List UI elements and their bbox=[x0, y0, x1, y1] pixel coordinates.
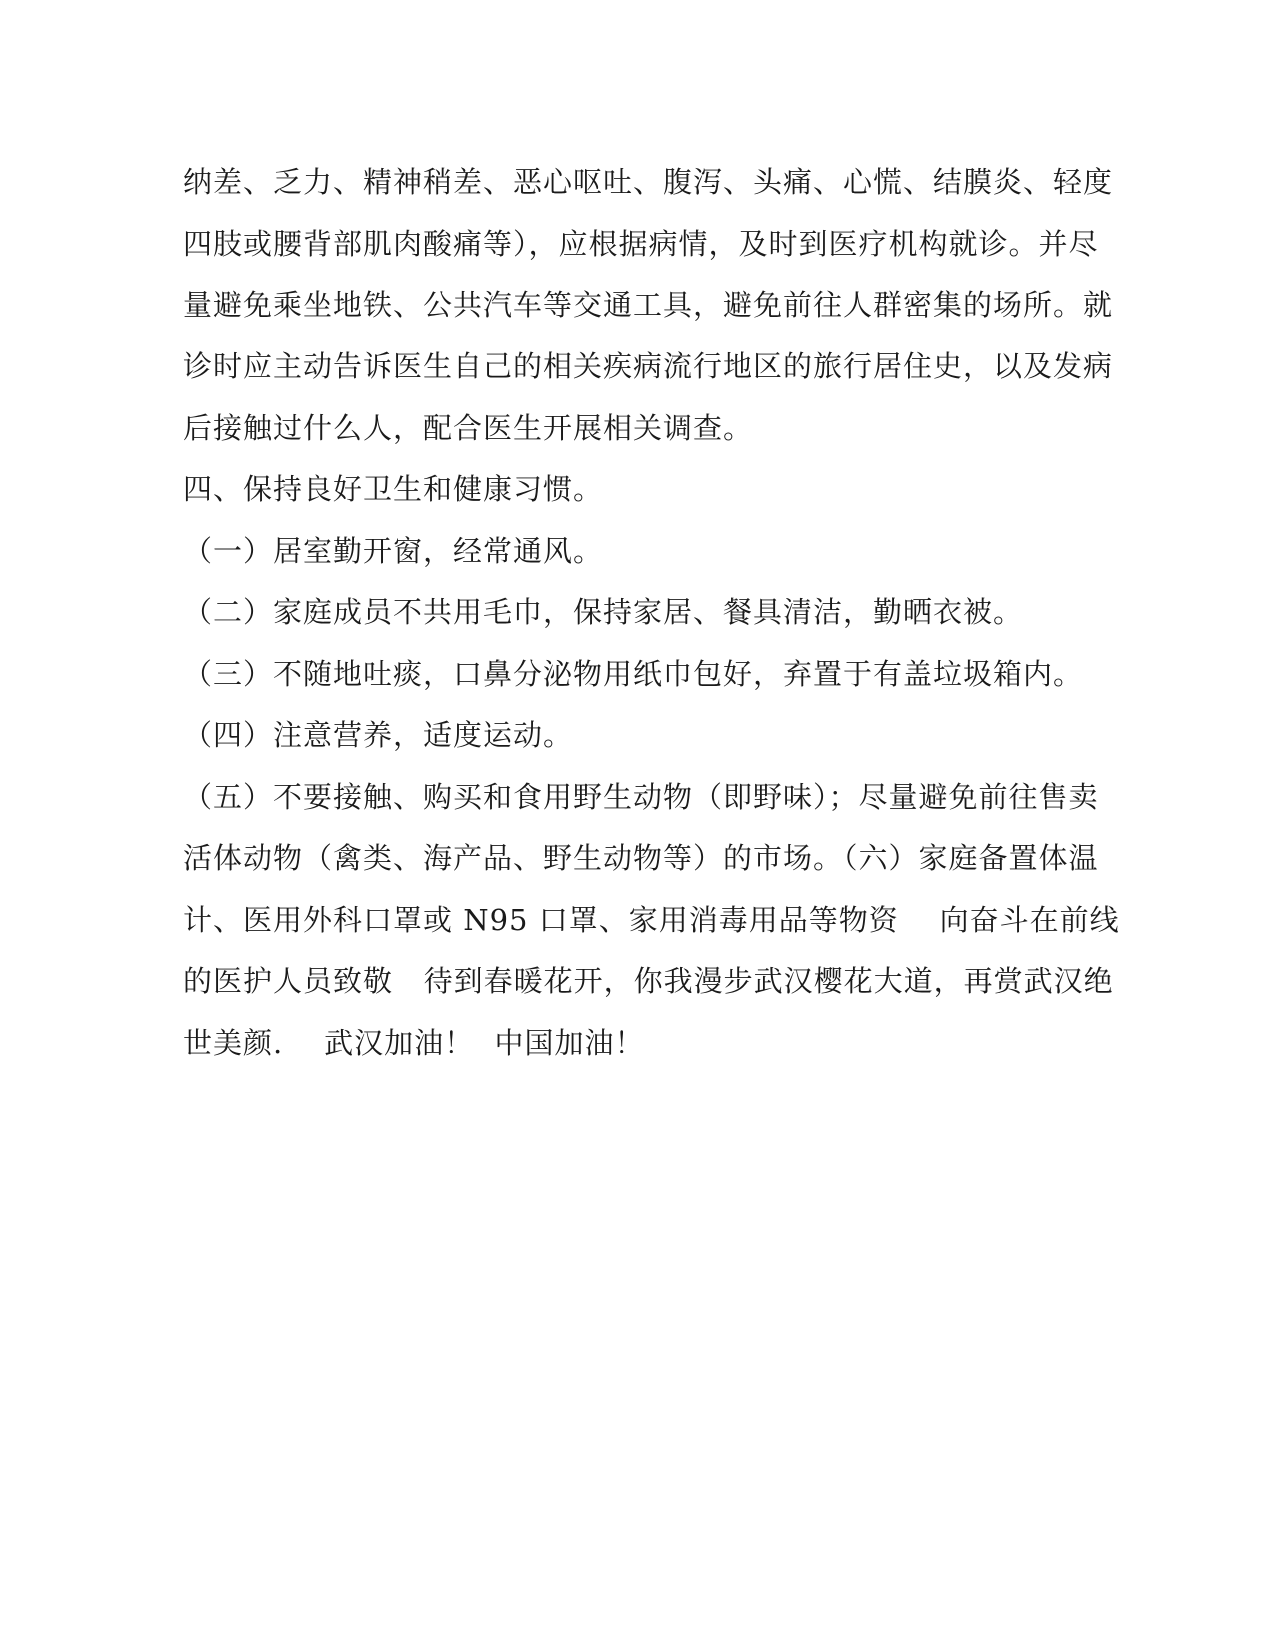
text-line-12: 活体动物（禽类、海产品、野生动物等）的市场。（六）家庭备置体温 bbox=[183, 841, 1099, 875]
text-line-13: 计、医用外科口罩或 N95 口罩、家用消毒用品等物资 向奋斗在前线 bbox=[183, 903, 1120, 937]
text-line-3: 量避免乘坐地铁、公共汽车等交通工具，避免前往人群密集的场所。就 bbox=[183, 288, 1114, 322]
text-line-5: 后接触过什么人，配合医生开展相关调查。 bbox=[183, 411, 754, 445]
list-item-4: （四）注意营养，适度运动。 bbox=[183, 718, 574, 752]
text-line-14: 的医护人员致敬 待到春暖花开，你我漫步武汉樱花大道，再赏武汉绝 bbox=[183, 964, 1114, 998]
text-line-1: 纳差、乏力、精神稍差、恶心呕吐、腹泻、头痛、心慌、结膜炎、轻度 bbox=[183, 165, 1114, 199]
section-heading: 四、保持良好卫生和健康习惯。 bbox=[183, 472, 604, 506]
list-item-3: （三）不随地吐痰，口鼻分泌物用纸巾包好，弃置于有盖垃圾箱内。 bbox=[183, 657, 1084, 691]
list-item-1: （一）居室勤开窗，经常通风。 bbox=[183, 534, 604, 568]
list-item-2: （二）家庭成员不共用毛巾，保持家居、餐具清洁，勤晒衣被。 bbox=[183, 595, 1024, 629]
text-line-15: 世美颜. 武汉加油！ 中国加油！ bbox=[183, 1026, 645, 1060]
list-item-5: （五）不要接触、购买和食用野生动物（即野味）；尽量避免前往售卖 bbox=[183, 780, 1099, 814]
text-line-2: 四肢或腰背部肌肉酸痛等），应根据病情，及时到医疗机构就诊。并尽 bbox=[183, 227, 1099, 261]
text-line-4: 诊时应主动告诉医生自己的相关疾病流行地区的旅行居住史，以及发病 bbox=[183, 349, 1114, 383]
